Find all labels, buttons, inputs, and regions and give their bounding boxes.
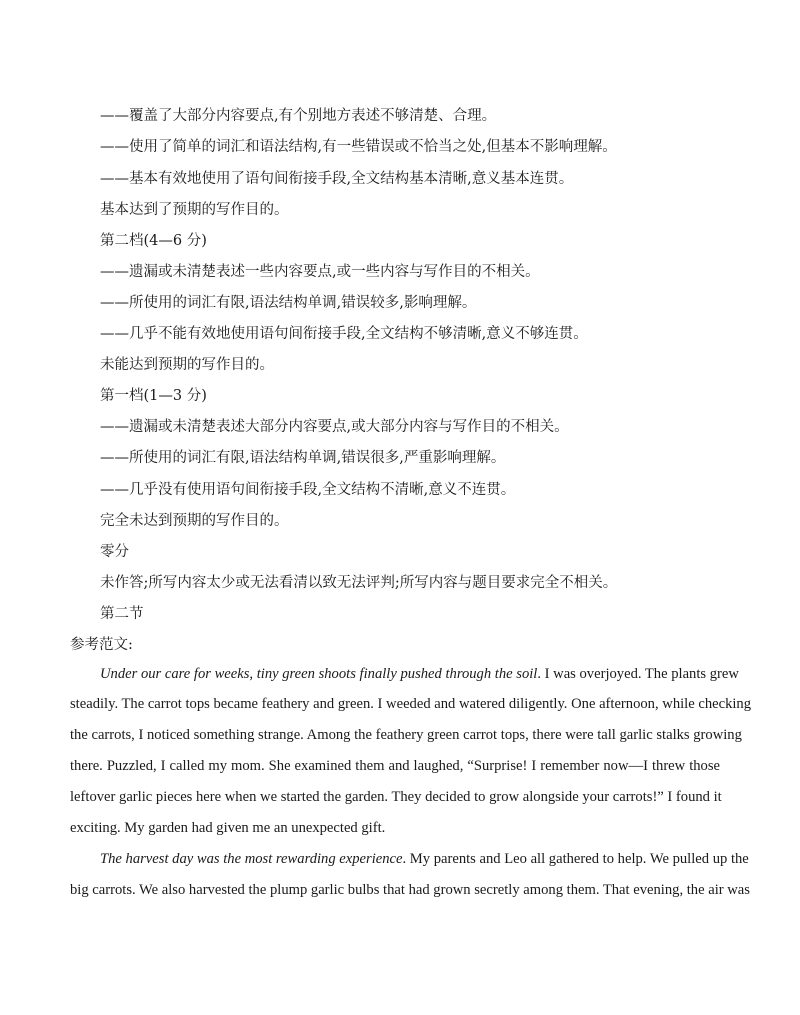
essay-p2-line-2: big carrots. We also harvested the plump garlic bulbs that had grown secretly among them. That evening, the air was: [70, 882, 750, 898]
tier3-summary: 基本达到了预期的写作目的。: [100, 202, 289, 218]
essay-p1-line-1: [100, 664, 739, 684]
essay-p1-line-5: leftover garlic pieces here when we started the garden. They decided to grow alongside your carrots!” I found it: [70, 789, 722, 805]
essay-p1-lead-italic: Under our care for weeks, tiny green shoots finally pushed through the soil: [100, 666, 538, 682]
tier2-summary: 未能达到预期的写作目的。: [100, 357, 274, 373]
sample-essay-label: 参考范文:: [70, 637, 133, 653]
tier1-heading: 第一档(1—3 分): [100, 388, 207, 404]
essay-p1-line-3: the carrots, I noticed something strange. Among the feathery green carrot tops, there were tall garlic stalks growing: [70, 727, 742, 743]
tier1-item-3: ——几乎没有使用语句间衔接手段,全文结构不清晰,意义不连贯。: [100, 482, 516, 498]
section-heading: 第二节: [100, 606, 144, 622]
essay-p1-lead-rest: . I was overjoyed. The plants grew: [537, 666, 739, 682]
essay-p2-lead-rest: . My parents and Leo all gathered to help. We pulled up the: [402, 851, 749, 867]
tier2-heading: 第二档(4—6 分): [100, 233, 207, 249]
tier3-item-2: ——使用了简单的词汇和语法结构,有一些错误或不恰当之处,但基本不影响理解。: [100, 139, 617, 155]
tier1-item-2: ——所使用的词汇有限,语法结构单调,错误很多,严重影响理解。: [100, 450, 506, 466]
tier2-item-2: ——所使用的词汇有限,语法结构单调,错误较多,影响理解。: [100, 295, 477, 311]
tier1-summary: 完全未达到预期的写作目的。: [100, 513, 289, 529]
tier1-item-1: ——遗漏或未清楚表述大部分内容要点,或大部分内容与写作目的不相关。: [100, 419, 569, 435]
essay-p2-lead-italic: The harvest day was the most rewarding experience: [100, 851, 403, 867]
essay-p2-line-1: [100, 849, 749, 869]
tier3-item-1: ——覆盖了大部分内容要点,有个别地方表述不够清楚、合理。: [100, 108, 497, 124]
essay-p1-line-2: steadily. The carrot tops became feathery and green. I weeded and watered diligently. One afternoon, while checking: [70, 696, 752, 712]
tier2-item-3: ——几乎不能有效地使用语句间衔接手段,全文结构不够清晰,意义不够连贯。: [100, 326, 588, 342]
tier3-item-3: ——基本有效地使用了语句间衔接手段,全文结构基本清晰,意义基本连贯。: [100, 171, 574, 187]
zero-text: 未作答;所写内容太少或无法看清以致无法评判;所写内容与题目要求完全不相关。: [100, 575, 618, 591]
zero-heading: 零分: [100, 544, 129, 560]
tier2-item-1: ——遗漏或未清楚表述一些内容要点,或一些内容与写作目的不相关。: [100, 264, 540, 280]
essay-p1-line-6: exciting. My garden had given me an unexpected gift.: [70, 820, 386, 836]
essay-p1-line-4: there. Puzzled, I called my mom. She examined them and laughed, “Surprise! I remember now—I threw those: [70, 758, 720, 774]
